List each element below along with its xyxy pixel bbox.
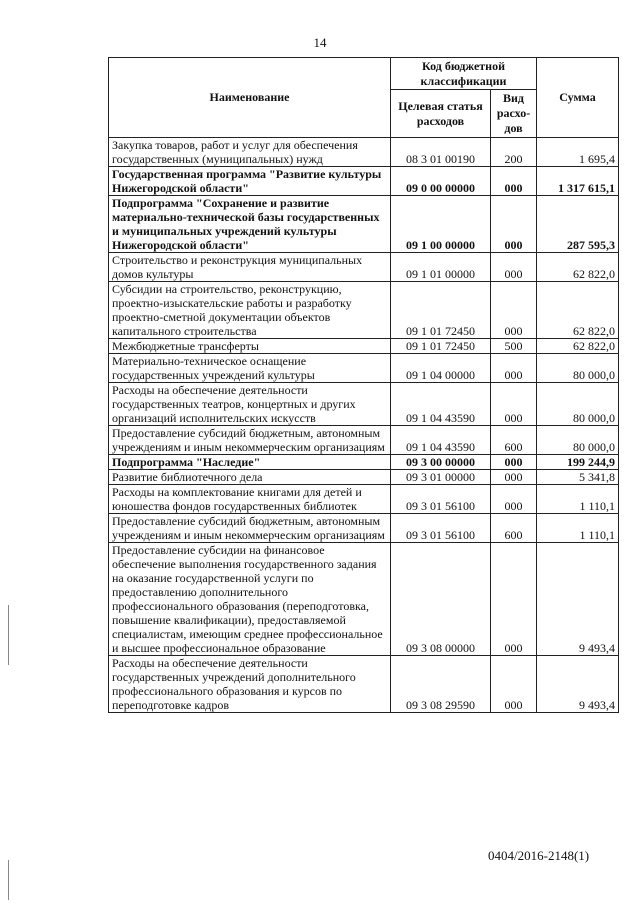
- row-sum: 1 317 615,1: [537, 167, 619, 196]
- scan-margin-mark: [8, 605, 9, 665]
- row-target-code: 09 1 04 43590: [391, 383, 491, 426]
- row-target-code: 09 1 01 72450: [391, 282, 491, 339]
- table-row: [109, 282, 619, 339]
- table-row: [109, 426, 619, 455]
- row-expense-type: 000: [491, 383, 537, 426]
- row-expense-type: 000: [491, 354, 537, 383]
- row-name: Предоставление субсидий бюджетным, автономным учреждениям и иным некоммерческим организациям: [109, 514, 391, 543]
- table-row: [109, 543, 619, 656]
- row-expense-type: 000: [491, 656, 537, 713]
- row-name: Предоставление субсидий бюджетным, автономным учреждениям и иным некоммерческим организациям: [109, 426, 391, 455]
- row-expense-type: 000: [491, 282, 537, 339]
- row-sum: 80 000,0: [537, 426, 619, 455]
- row-sum: 80 000,0: [537, 354, 619, 383]
- row-target-code: 09 3 01 56100: [391, 485, 491, 514]
- table-body: [109, 138, 619, 713]
- table-row: [109, 138, 619, 167]
- row-sum: 9 493,4: [537, 656, 619, 713]
- row-expense-type: 200: [491, 138, 537, 167]
- row-target-code: 09 1 01 72450: [391, 339, 491, 354]
- row-target-code: 09 1 00 00000: [391, 196, 491, 253]
- row-sum: 1 110,1: [537, 514, 619, 543]
- row-sum: 287 595,3: [537, 196, 619, 253]
- row-target-code: 09 3 00 00000: [391, 455, 491, 470]
- document-code: 0404/2016-2148(1): [488, 848, 590, 863]
- header-expense-type: Вид расхо-дов: [491, 90, 537, 138]
- row-expense-type: 000: [491, 253, 537, 282]
- row-name: Подпрограмма "Сохранение и развитие материально-технической базы государственных и муниципальных учреждений культуры Нижегородской области": [109, 196, 391, 253]
- row-name: Расходы на обеспечение деятельности государственных театров, концертных и других организаций исполнительских искусств: [109, 383, 391, 426]
- row-name: Подпрограмма "Наследие": [109, 455, 391, 470]
- table-row: [109, 656, 619, 713]
- row-expense-type: 000: [491, 470, 537, 485]
- row-target-code: 09 3 01 00000: [391, 470, 491, 485]
- row-target-code: 09 0 00 00000: [391, 167, 491, 196]
- row-sum: 1 695,4: [537, 138, 619, 167]
- table-row: [109, 167, 619, 196]
- row-name: Государственная программа "Развитие культуры Нижегородской области": [109, 167, 391, 196]
- table-row: [109, 253, 619, 282]
- row-expense-type: 000: [491, 196, 537, 253]
- row-sum: 1 110,1: [537, 485, 619, 514]
- row-target-code: 09 1 01 00000: [391, 253, 491, 282]
- row-expense-type: 600: [491, 514, 537, 543]
- table-row: [109, 455, 619, 470]
- row-expense-type: 500: [491, 339, 537, 354]
- row-target-code: 09 3 01 56100: [391, 514, 491, 543]
- row-name: Развитие библиотечного дела: [109, 470, 391, 485]
- row-expense-type: 000: [491, 455, 537, 470]
- header-code-group: Код бюджетной классификации: [391, 58, 537, 90]
- page-number: 14: [313, 35, 327, 50]
- row-sum: 9 493,4: [537, 543, 619, 656]
- row-expense-type: 000: [491, 167, 537, 196]
- row-name: Расходы на комплектование книгами для детей и юношества фондов государственных библиотек: [109, 485, 391, 514]
- row-name: Материально-техническое оснащение государственных учреждений культуры: [109, 354, 391, 383]
- row-expense-type: 000: [491, 543, 537, 656]
- row-name: Субсидии на строительство, реконструкцию, проектно-изыскательские работы и разработку проектно-сметной документации объектов капитального строительства: [109, 282, 391, 339]
- header-sum: Сумма: [537, 58, 619, 138]
- table-row: [109, 339, 619, 354]
- table-row: [109, 485, 619, 514]
- row-target-code: 09 1 04 00000: [391, 354, 491, 383]
- budget-table: [108, 57, 619, 713]
- row-name: Расходы на обеспечение деятельности государственных учреждений дополнительного профессионального образования и курсов по переподготовке кадров: [109, 656, 391, 713]
- row-sum: 62 822,0: [537, 339, 619, 354]
- row-name: Строительство и реконструкция муниципальных домов культуры: [109, 253, 391, 282]
- row-target-code: 09 3 08 29590: [391, 656, 491, 713]
- header-name: Наименование: [109, 58, 391, 138]
- row-target-code: 08 3 01 00190: [391, 138, 491, 167]
- row-name: Закупка товаров, работ и услуг для обеспечения государственных (муниципальных) нужд: [109, 138, 391, 167]
- table-row: [109, 470, 619, 485]
- row-target-code: 09 3 08 00000: [391, 543, 491, 656]
- table-row: [109, 196, 619, 253]
- table-row: [109, 354, 619, 383]
- row-sum: 5 341,8: [537, 470, 619, 485]
- row-expense-type: 600: [491, 426, 537, 455]
- row-sum: 80 000,0: [537, 383, 619, 426]
- table-row: [109, 514, 619, 543]
- header-target-article: Целевая статья расходов: [391, 90, 491, 138]
- row-name: Межбюджетные трансферты: [109, 339, 391, 354]
- row-target-code: 09 1 04 43590: [391, 426, 491, 455]
- scan-margin-mark: [8, 860, 9, 900]
- table-row: [109, 383, 619, 426]
- row-name: Предоставление субсидии на финансовое обеспечение выполнения государственного задания на оказание государственной услуги по предоставлению дополнительного профессионального образования (переподготовка, повышение квалификации), предоставляемой специалистам, имеющим среднее профессиональное и высшее профессиональное образование: [109, 543, 391, 656]
- row-sum: 199 244,9: [537, 455, 619, 470]
- row-sum: 62 822,0: [537, 253, 619, 282]
- row-expense-type: 000: [491, 485, 537, 514]
- row-sum: 62 822,0: [537, 282, 619, 339]
